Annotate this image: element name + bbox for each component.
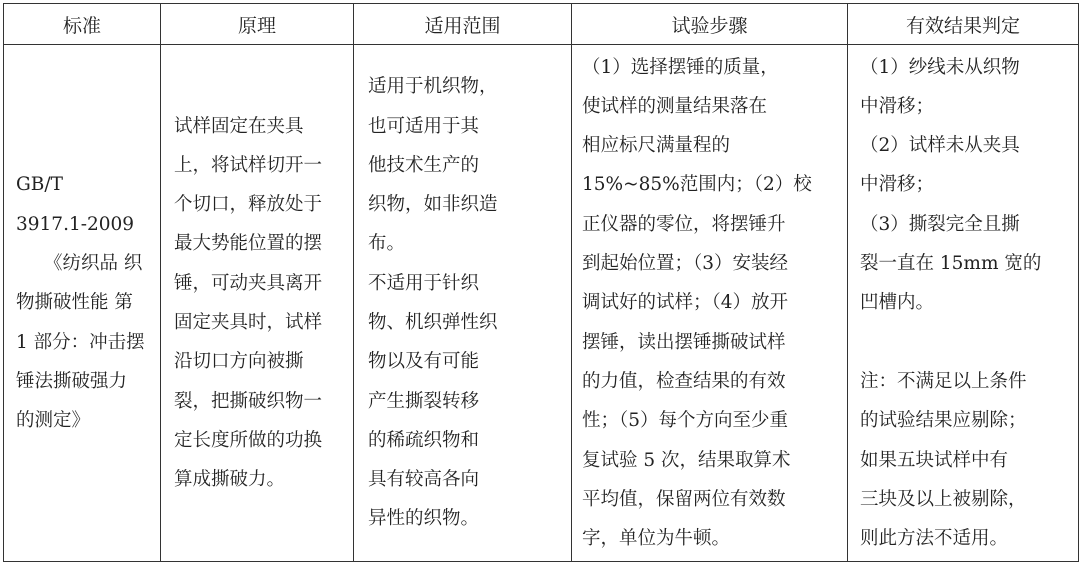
cell-text-line: 不适用于针织	[368, 272, 480, 294]
cell-text-line: 他技术生产的	[368, 154, 480, 176]
cell-text-line: 物撕破性能 第	[16, 292, 133, 314]
cell-text-line: 固定夹具时，试样	[174, 312, 323, 333]
cell-text-line: （2）试样未从夹具	[860, 135, 1020, 157]
cell-text-line: 字，单位为牛顿。	[582, 528, 731, 550]
cell-text-line: 上，将试样切开一	[174, 154, 323, 176]
cell-text-line: 凹槽内。	[860, 292, 935, 314]
cell-text-line: 则此方法不适用。	[860, 528, 1009, 550]
cell-text-line: 的试验结果应剔除；	[860, 410, 1027, 432]
cell-text-line: 注：不满足以上条件	[860, 370, 1027, 392]
cell-text-line: 使试样的测量结果落在	[582, 95, 768, 117]
header-criteria: 有效结果判定	[848, 4, 1079, 45]
header-scope: 适用范围	[354, 4, 572, 45]
cell-text-line: 定长度所做的功换	[174, 429, 323, 451]
cell-text-line: 具有较高各向	[368, 469, 480, 491]
cell-principle	[161, 45, 354, 562]
header-standard: 标准	[4, 4, 161, 45]
cell-text-line: 沿切口方向被撕	[174, 351, 304, 373]
cell-criteria	[848, 45, 1079, 562]
cell-text-line: 三块及以上被剔除，	[860, 488, 1027, 510]
cell-text-line: 复试验 5 次，结果取算术	[582, 449, 791, 471]
cell-text-line	[860, 323, 1078, 362]
cell-text-line: （3）撕裂完全且撕	[860, 213, 1020, 235]
cell-text-line: 摆锤，读出摆锤撕破试样	[582, 331, 786, 353]
cell-text-line: （1）选择摆锤的质量，	[582, 56, 779, 78]
cell-text-line: 物、机织弹性织	[368, 312, 498, 333]
cell-text-line: 产生撕裂转移	[368, 390, 480, 412]
cell-text-line: 布。	[368, 233, 406, 255]
cell-text-line: 也可适用于其	[368, 115, 480, 137]
table-row	[4, 45, 1079, 562]
cell-text-line: 适用于机织物，	[368, 76, 498, 98]
cell-text-line: 平均值，保留两位有效数	[582, 488, 786, 510]
cell-text-line: 锤法撕破强力	[16, 370, 128, 392]
cell-steps	[572, 45, 848, 562]
cell-text-line: 最大势能位置的摆	[174, 233, 323, 255]
cell-text-line: 锤，可动夹具离开	[174, 272, 323, 294]
header-steps: 试验步骤	[572, 4, 848, 45]
test-method-table	[3, 3, 1079, 562]
cell-text-line: 中滑移；	[860, 174, 935, 196]
header-row	[4, 4, 1079, 45]
cell-text-line: 相应标尺满量程的	[582, 135, 731, 157]
cell-text-line: 的测定》	[16, 410, 91, 432]
header-principle: 原理	[161, 4, 354, 45]
cell-text-line: 的稀疏织物和	[368, 429, 480, 451]
cell-text-line: 正仪器的零位，将摆锤升	[582, 213, 786, 235]
cell-text-line: 物以及有可能	[368, 351, 480, 373]
cell-text-line: 裂一直在 15mm 宽的	[860, 253, 1042, 275]
cell-text-line: 3917.1-2009	[16, 213, 135, 235]
cell-text-line: 的力值，检查结果的有效	[582, 370, 786, 392]
cell-text-line: 算成撕破力。	[174, 469, 286, 491]
cell-text-line: 如果五块试样中有	[860, 449, 1009, 471]
cell-text-line: 15%~85%范围内；（2）校	[582, 174, 812, 196]
cell-text-line: 裂，把撕破织物一	[174, 390, 323, 412]
cell-text-line: 个切口，释放处于	[174, 194, 323, 216]
cell-text-line: 异性的织物。	[368, 508, 480, 530]
cell-text-line: GB/T	[16, 174, 63, 196]
cell-text-line: 性；（5）每个方向至少重	[582, 410, 789, 432]
cell-scope	[354, 45, 572, 562]
cell-text-line: 1 部分：冲击摆	[16, 331, 145, 353]
cell-text-line: 到起始位置；（3）安装经	[582, 253, 789, 275]
cell-text-line: 中滑移；	[860, 95, 935, 117]
cell-text-line: 《纺织品 织	[44, 253, 143, 275]
cell-text-line: 织物，如非织造	[368, 194, 498, 216]
cell-text-line: 试样固定在夹具	[174, 115, 304, 137]
cell-text-line: 调试好的试样；（4）放开	[582, 292, 789, 314]
cell-text-line: （1）纱线未从织物	[860, 56, 1020, 78]
cell-standard	[4, 45, 161, 562]
